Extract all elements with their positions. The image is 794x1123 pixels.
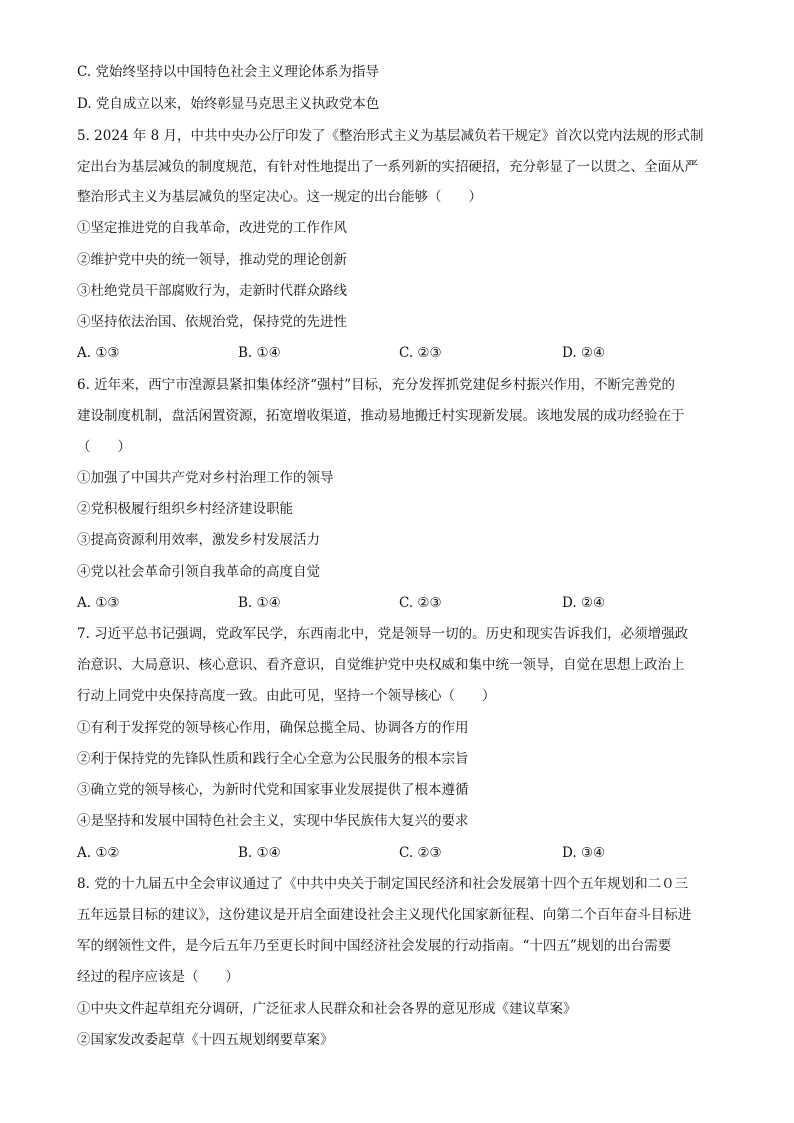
- question-stem-line: 7. 习近平总书记强调，党政军民学，东西南北中，党是领导一切的。历史和现实告诉我们，必须增强政: [77, 626, 689, 642]
- question-stem-line: （ ）: [77, 439, 131, 455]
- answer-option-d[interactable]: D. ②④: [562, 345, 606, 361]
- question-stem-line: 6. 近年来，西宁市湟源县紧扣集体经济“强村”目标，充分发挥抓党建促乡村振兴作用，不断完善党的: [77, 377, 675, 393]
- question-stem-line: 5. 2024 年 8 月，中共中央办公厅印发了《整治形式主义为基层减负若干规定》首次以党内法规的形式制: [77, 128, 704, 144]
- answer-options: [77, 593, 717, 613]
- statement-item: ②党积极履行组织乡村经济建设职能: [77, 501, 293, 517]
- statement-item: ②国家发改委起草《十四五规划纲要草案》: [77, 1032, 334, 1048]
- statement-item: ④坚持依法治国、依规治党，保持党的先进性: [77, 314, 347, 330]
- question-stem-line: 定出台为基层减负的制度规范，有针对性地提出了一系列新的实招硬招，充分彰显了一以贯之、全面从严: [77, 159, 698, 175]
- answer-option-a[interactable]: A. ①③: [77, 595, 120, 611]
- answer-options: [77, 343, 717, 363]
- statement-item: ③确立党的领导核心，为新时代党和国家事业发展提供了根本遵循: [77, 782, 469, 798]
- question-stem-line: 五年远景目标的建议》，这份建议是开启全面建设社会主义现代化国家新征程、向第二个百年奋斗目标进: [77, 907, 692, 923]
- statement-item: ①坚定推进党的自我革命，改进党的工作作风: [77, 220, 347, 236]
- statement-item: ①中央文件起草组充分调研，广泛征求人民群众和社会各界的意见形成《建议草案》: [77, 1001, 577, 1017]
- question-stem-line: 经过的程序应该是（ ）: [77, 969, 239, 985]
- question-stem-line: 行动上同党中央保持高度一致。由此可见，坚持一个领导核心（ ）: [77, 688, 496, 704]
- question-stem-line: 建设制度机制，盘活闲置资源，拓宽增收渠道，推动易地搬迁村实现新发展。该地发展的成功经验在于: [77, 408, 685, 424]
- answer-option-a[interactable]: A. ①③: [77, 345, 120, 361]
- question-stem-line: 整治形式主义为基层减负的坚定决心。这一规定的出台能够（ ）: [77, 189, 482, 205]
- answer-option-c[interactable]: C. ②③: [399, 595, 442, 611]
- statement-item: ③提高资源利用效率，激发乡村发展活力: [77, 532, 320, 548]
- statement-item: ④是坚持和发展中国特色社会主义，实现中华民族伟大复兴的要求: [77, 813, 469, 829]
- answer-option-b[interactable]: B. ①④: [238, 595, 281, 611]
- statement-item: ②维护党中央的统一领导，推动党的理论创新: [77, 252, 347, 268]
- question-stem-line: 8. 党的十九届五中全会审议通过了《中共中央关于制定国民经济和社会发展第十四个五年规划和二０三: [77, 876, 689, 892]
- statement-item: ①有利于发挥党的领导核心作用，确保总揽全局、协调各方的作用: [77, 720, 469, 736]
- statement-item: ②利于保持党的先锋队性质和践行全心全意为公民服务的根本宗旨: [77, 751, 469, 767]
- statement-item: ④党以社会革命引领自我革命的高度自觉: [77, 564, 320, 580]
- answer-option-c[interactable]: C. ②③: [399, 845, 442, 861]
- answer-option-b[interactable]: B. ①④: [238, 345, 281, 361]
- answer-option-d[interactable]: D. ③④: [562, 845, 606, 861]
- statement-item: ③杜绝党员干部腐败行为，走新时代群众路线: [77, 283, 347, 299]
- answer-option-d[interactable]: D. ②④: [562, 595, 606, 611]
- question-stem-line: 治意识、大局意识、核心意识、看齐意识，自觉维护党中央权威和集中统一领导，自觉在思想上政治上: [77, 657, 685, 673]
- option-c-line: C. 党始终坚持以中国特色社会主义理论体系为指导: [77, 64, 379, 80]
- answer-option-c[interactable]: C. ②③: [399, 345, 442, 361]
- option-d-line: D. 党自成立以来，始终彰显马克思主义执政党本色: [77, 96, 380, 112]
- statement-item: ①加强了中国共产党对乡村治理工作的领导: [77, 470, 334, 486]
- answer-options: [77, 843, 717, 863]
- answer-option-b[interactable]: B. ①④: [238, 845, 281, 861]
- answer-option-a[interactable]: A. ①②: [77, 845, 120, 861]
- question-stem-line: 军的纲领性文件，是今后五年乃至更长时间中国经济社会发展的行动指南。“十四五”规划的出台需要: [77, 938, 672, 954]
